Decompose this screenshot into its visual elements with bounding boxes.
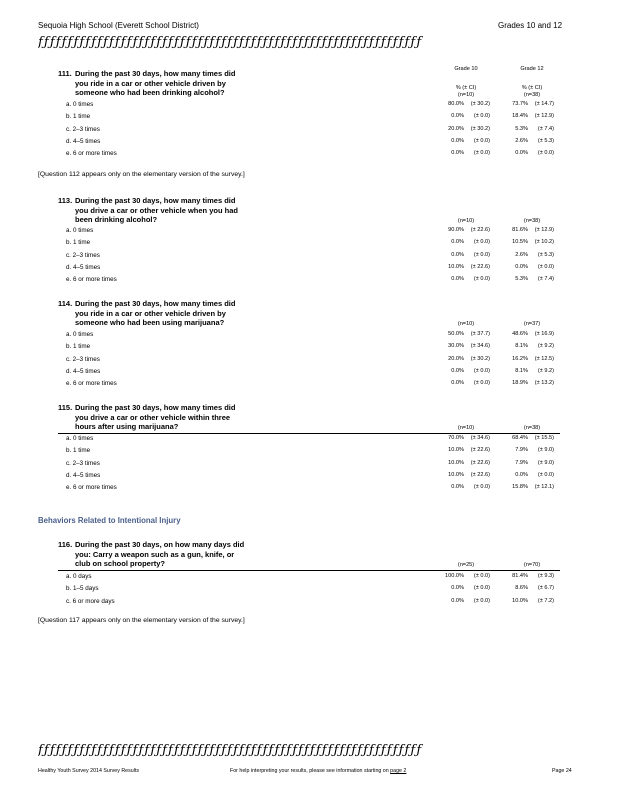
question-116 — [58, 540, 244, 569]
grade-10-ci: (± 22.6) — [470, 263, 490, 270]
grade-10-ci: (± 0.0) — [473, 276, 490, 283]
grade-10-percent: 90.0% — [448, 227, 464, 233]
grade-12-percent: 7.9% — [515, 447, 528, 454]
grade-10-ci: (± 0.0) — [473, 367, 490, 374]
grade-12-percent: 5.3% — [515, 125, 528, 132]
grade-12-ci: (± 9.2) — [537, 367, 554, 374]
answer-option-label: c. 6 or more days — [66, 597, 115, 605]
school-header: Sequoia High School (Everett School District) — [38, 21, 199, 30]
grade-12-percent: 0.0% — [515, 263, 528, 270]
answer-option-label: b. 1 time — [66, 239, 91, 247]
grade-10-percent: 50.0% — [448, 331, 464, 337]
grade-12-ci: (± 5.3) — [537, 251, 554, 258]
col-label-grade-12: Grade 12 — [520, 66, 544, 72]
grade-10-percent: 0.0% — [451, 597, 464, 604]
note-question-112: [Question 112 appears only on the elementary version of the survey.] — [38, 171, 245, 178]
answer-option-label: d. 4–5 times — [66, 367, 101, 375]
answer-option-label: b. 1–5 days — [66, 585, 99, 593]
question-111 — [58, 69, 235, 98]
answer-option-label: a. 0 times — [66, 331, 94, 338]
question-line: you: Carry a weapon such as a gun, knife, or — [75, 549, 235, 559]
grade-10-ci: (± 0.0) — [473, 380, 490, 387]
answer-option-label: b. 1 time — [66, 447, 91, 455]
grade-12-ci: (± 6.7) — [537, 585, 554, 592]
question-line: hours after using marijuana? — [75, 422, 179, 432]
answer-option-label: b. 1 time — [66, 113, 91, 121]
page-2-link[interactable]: page 2 — [390, 768, 407, 774]
grade-10-ci: (± 22.6) — [470, 447, 490, 454]
answer-option-label: e. 6 or more times — [66, 484, 117, 492]
grade-12-ci: (± 14.7) — [534, 101, 554, 107]
answer-option-label: d. 4–5 times — [66, 471, 101, 479]
grade-10-percent: 20.0% — [448, 355, 464, 362]
answer-option-label: a. 0 times — [66, 435, 94, 442]
answer-option-label: e. 6 or more times — [66, 380, 117, 388]
grade-10-percent: 0.0% — [451, 380, 464, 387]
answer-option-label: c. 2–3 times — [66, 355, 100, 363]
n-grade-10: (n=25) — [457, 562, 475, 568]
grade-12-ci: (± 10.2) — [534, 239, 554, 246]
grade-12-percent: 81.4% — [512, 573, 528, 579]
grade-12-ci: (± 9.2) — [537, 343, 554, 350]
grade-12-percent: 81.6% — [512, 227, 528, 233]
grade-12-percent: 15.8% — [512, 484, 528, 491]
divider — [58, 570, 560, 571]
grade-10-ci: (± 22.6) — [470, 459, 490, 466]
grade-10-ci: (± 34.6) — [470, 343, 490, 350]
grade-12-percent: 73.7% — [512, 101, 528, 107]
grade-10-ci: (± 0.0) — [473, 597, 490, 604]
footer-help-text: For help interpreting your results, please see information starting on — [230, 768, 391, 774]
grade-12-ci: (± 15.5) — [534, 435, 554, 441]
question-number: 114. — [58, 299, 73, 308]
question-line: you drive a car or other vehicle when you had — [75, 205, 238, 215]
grade-12-ci: (± 0.0) — [537, 150, 554, 157]
answer-option-label: d. 4–5 times — [66, 137, 101, 145]
n-grade-10: (n=10) — [457, 321, 475, 327]
grade-12-ci: (± 5.3) — [537, 137, 554, 144]
grade-12-ci: (± 0.0) — [537, 263, 554, 270]
n-grade-12: (n=38) — [523, 218, 541, 224]
question-line: During the past 30 days, how many times did — [75, 403, 236, 412]
grade-10-percent: 10.0% — [448, 459, 464, 466]
grade-12-percent: 10.0% — [512, 597, 528, 604]
grade-10-ci: (± 30.2) — [470, 125, 490, 132]
footer-help — [230, 768, 406, 774]
header-rule: ƒƒƒƒƒƒƒƒƒƒƒƒƒƒƒƒƒƒƒƒƒƒƒƒƒƒƒƒƒƒƒƒƒƒƒƒƒƒƒƒƒƒƒƒƒƒƒƒƒƒƒƒƒƒƒƒƒƒƒƒƒƒƒƒƒ — [38, 35, 423, 50]
question-number: 111. — [58, 69, 72, 78]
ci-label-grade-10: % (± CI) — [455, 85, 477, 91]
grade-12-percent: 10.5% — [512, 239, 528, 246]
n-grade-12: (n=70) — [523, 562, 541, 568]
grade-10-ci: (± 0.0) — [473, 484, 490, 491]
grade-10-percent: 0.0% — [451, 367, 464, 374]
grade-10-ci: (± 0.0) — [473, 150, 490, 157]
grade-12-ci: (± 7.2) — [537, 597, 554, 604]
grade-12-ci: (± 12.5) — [534, 355, 554, 362]
question-line: During the past 30 days, how many times did — [75, 196, 236, 205]
answer-option-label: b. 1 time — [66, 343, 91, 351]
grade-10-percent: 0.0% — [451, 113, 464, 120]
grade-10-ci: (± 37.7) — [470, 331, 490, 337]
question-line: been drinking alcohol? — [75, 215, 158, 225]
question-line: During the past 30 days, on how many days did — [75, 540, 245, 549]
grade-12-percent: 18.4% — [512, 113, 528, 120]
grade-10-ci: (± 30.2) — [470, 101, 490, 107]
grade-12-percent: 16.2% — [512, 355, 528, 362]
question-line: you ride in a car or other vehicle driven by — [75, 308, 226, 318]
grade-10-percent: 0.0% — [451, 484, 464, 491]
footer-rule: ƒƒƒƒƒƒƒƒƒƒƒƒƒƒƒƒƒƒƒƒƒƒƒƒƒƒƒƒƒƒƒƒƒƒƒƒƒƒƒƒƒƒƒƒƒƒƒƒƒƒƒƒƒƒƒƒƒƒƒƒƒƒƒƒƒ — [38, 743, 423, 758]
answer-option-label: c. 2–3 times — [66, 459, 100, 467]
grade-10-ci: (± 0.0) — [473, 585, 490, 592]
question-number: 116. — [58, 540, 73, 549]
grade-10-ci: (± 0.0) — [473, 573, 490, 579]
grade-10-percent: 100.0% — [445, 573, 464, 579]
n-grade-10: (n=10) — [457, 218, 475, 224]
grade-12-ci: (± 9.0) — [537, 447, 554, 454]
question-number: 115. — [58, 403, 73, 412]
question-line: During the past 30 days, how many times did — [75, 299, 236, 308]
grade-10-ci: (± 0.0) — [473, 137, 490, 144]
n-grade-10: (n=10) — [457, 92, 475, 98]
question-115 — [58, 403, 235, 432]
grade-12-ci: (± 12.1) — [534, 484, 554, 491]
grade-10-percent: 70.0% — [448, 435, 464, 441]
question-line: club on school property? — [75, 559, 166, 569]
question-line: someone who had been using marijuana? — [75, 318, 225, 328]
answer-option-label: c. 2–3 times — [66, 125, 100, 133]
grade-12-percent: 0.0% — [515, 471, 528, 478]
grade-12-ci: (± 7.4) — [537, 276, 554, 283]
answer-option-label: c. 2–3 times — [66, 251, 100, 259]
grade-12-ci: (± 9.3) — [537, 573, 554, 579]
answer-option-label: d. 4–5 times — [66, 263, 101, 271]
grade-12-percent: 2.6% — [515, 251, 528, 258]
question-113 — [58, 196, 238, 225]
grade-12-ci: (± 9.0) — [537, 459, 554, 466]
footer-title: Healthy Youth Survey 2014 Survey Results — [38, 768, 139, 774]
grade-10-percent: 0.0% — [451, 276, 464, 283]
question-114 — [58, 299, 235, 328]
grade-10-ci: (± 0.0) — [473, 251, 490, 258]
answer-option-label: a. 0 times — [66, 227, 94, 234]
grade-12-percent: 8.1% — [515, 343, 528, 350]
grades-header: Grades 10 and 12 — [498, 21, 563, 30]
grade-10-percent: 20.0% — [448, 125, 464, 132]
question-number: 113. — [58, 196, 73, 205]
grade-10-ci: (± 0.0) — [473, 239, 490, 246]
question-line: someone who had been drinking alcohol? — [75, 88, 225, 98]
page-number: Page 24 — [552, 768, 572, 774]
grade-10-percent: 0.0% — [451, 585, 464, 592]
grade-10-percent: 10.0% — [448, 447, 464, 454]
grade-12-percent: 68.4% — [512, 435, 528, 441]
grade-12-ci: (± 0.0) — [537, 471, 554, 478]
section-title: Behaviors Related to Intentional Injury — [38, 516, 181, 525]
grade-10-percent: 10.0% — [448, 263, 464, 270]
grade-12-ci: (± 13.2) — [534, 380, 554, 387]
grade-10-ci: (± 0.0) — [473, 113, 490, 120]
answer-option-label: a. 0 days — [66, 573, 92, 580]
n-grade-12: (n=38) — [523, 92, 541, 98]
grade-12-percent: 7.9% — [515, 459, 528, 466]
grade-10-ci: (± 30.2) — [470, 355, 490, 362]
question-line: you drive a car or other vehicle within three — [75, 412, 231, 422]
answer-option-label: e. 6 or more times — [66, 276, 117, 284]
grade-10-percent: 0.0% — [451, 150, 464, 157]
grade-12-percent: 8.6% — [515, 585, 528, 592]
grade-12-ci: (± 12.9) — [534, 227, 554, 233]
grade-12-ci: (± 7.4) — [537, 125, 554, 132]
grade-12-percent: 48.6% — [512, 331, 528, 337]
grade-10-ci: (± 22.6) — [470, 471, 490, 478]
grade-10-percent: 30.0% — [448, 343, 464, 350]
grade-10-percent: 10.0% — [448, 471, 464, 478]
ci-label-grade-12: % (± CI) — [521, 85, 543, 91]
divider — [58, 433, 560, 434]
grade-10-ci: (± 22.6) — [470, 227, 490, 233]
grade-10-ci: (± 34.6) — [470, 435, 490, 441]
grade-10-percent: 0.0% — [451, 137, 464, 144]
question-line: During the past 30 days, how many times did — [75, 69, 236, 78]
grade-12-ci: (± 16.9) — [534, 331, 554, 337]
grade-12-percent: 8.1% — [515, 367, 528, 374]
grade-12-percent: 5.3% — [515, 276, 528, 283]
n-grade-12: (n=37) — [523, 321, 541, 327]
col-label-grade-10: Grade 10 — [454, 66, 478, 72]
n-grade-10: (n=10) — [457, 425, 475, 431]
grade-10-percent: 0.0% — [451, 239, 464, 246]
question-line: you ride in a car or other vehicle driven by — [75, 78, 226, 88]
grade-12-ci: (± 12.9) — [534, 113, 554, 120]
grade-12-percent: 18.9% — [512, 380, 528, 387]
note-question-117: [Question 117 appears only on the elementary version of the survey.] — [38, 617, 245, 624]
n-grade-12: (n=38) — [523, 425, 541, 431]
grade-12-percent: 2.6% — [515, 137, 528, 144]
answer-option-label: e. 6 or more times — [66, 150, 117, 158]
answer-option-label: a. 0 times — [66, 101, 94, 108]
grade-12-percent: 0.0% — [515, 150, 528, 157]
grade-10-percent: 80.0% — [448, 101, 464, 107]
grade-10-percent: 0.0% — [451, 251, 464, 258]
